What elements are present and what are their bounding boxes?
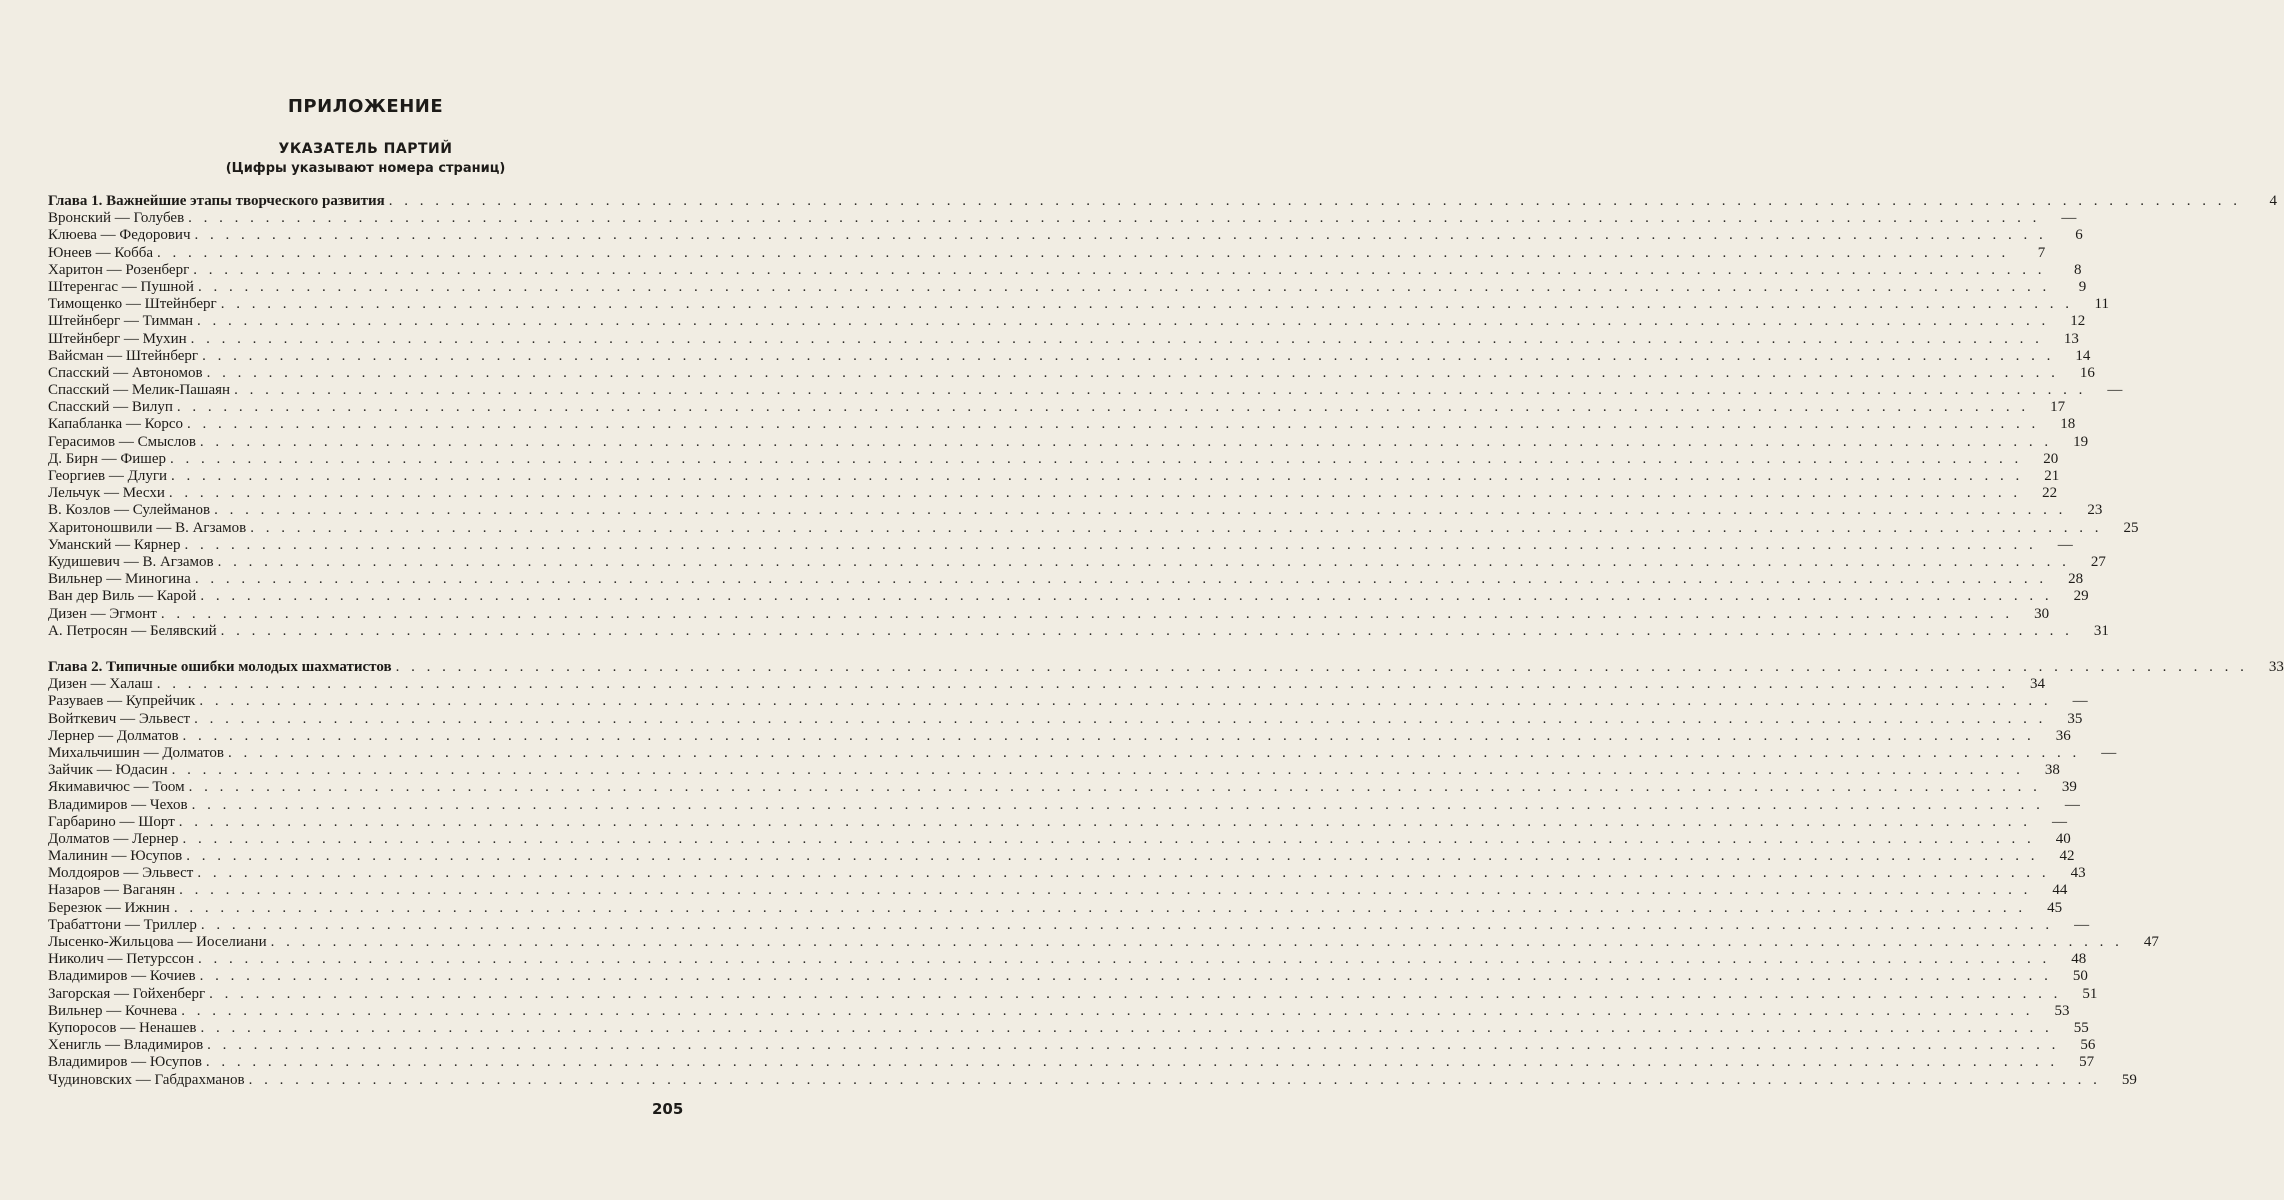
- game-page-number: 31: [2093, 622, 2109, 639]
- dot-leader: . . . . . . . . . . . . . . . . . . . . . . . . . . . . . . . . . . . . . . . . . . . . . . . . . . . . . . . . . . . . . . . . . . . . . . . . . . . . . . . . . . . . . . . . . . . . . . . . . . . . . . . . . . . . . . . . . . . . . . . .: [178, 813, 2032, 830]
- game-entry-row: [48, 382, 2123, 399]
- game-entry-row: [48, 296, 2109, 313]
- game-title: Д. Бирн — Фишер: [48, 450, 166, 467]
- game-entry-row: [48, 934, 2159, 951]
- dot-leader: . . . . . . . . . . . . . . . . . . . . . . . . . . . . . . . . . . . . . . . . . . . . . . . . . . . . . . . . . . . . . . . . . . . . . . . . . . . . . . . . . . . . . . . . . . . . . . . . . . . . . . . . . . . . . . . . . . . . . . . .: [173, 899, 2027, 916]
- game-title: Владимиров — Юсупов: [48, 1054, 202, 1071]
- game-entry-row: [48, 210, 2077, 227]
- game-page-number: 39: [2061, 779, 2077, 796]
- dot-leader: . . . . . . . . . . . . . . . . . . . . . . . . . . . . . . . . . . . . . . . . . . . . . . . . . . . . . . . . . . . . . . . . . . . . . . . . . . . . . . . . . . . . . . . . . . . . . . . . . . . . . . . . . . . . . . . . . . . . . . . .: [194, 710, 2047, 727]
- game-entry-row: [48, 399, 2066, 416]
- game-entry-row: [48, 364, 2095, 382]
- dot-leader: . . . . . . . . . . . . . . . . . . . . . . . . . . . . . . . . . . . . . . . . . . . . . . . . . . . . . . . . . . . . . . . . . . . . . . . . . . . . . . . . . . . . . . . . . . . . . . . . . . . . . . . . . . . . . . . . . . . . . . . .: [157, 244, 2010, 261]
- game-title: Разуваев — Купрейчик: [48, 693, 196, 710]
- dot-leader: . . . . . . . . . . . . . . . . . . . . . . . . . . . . . . . . . . . . . . . . . . . . . . . . . . . . . . . . . . . . . . . . . . . . . . . . . . . . . . . . . . . . . . . . . . . . . . . . . . . . . . . . . . . . . . . . . . . . . . . .: [200, 588, 2053, 605]
- dot-leader: . . . . . . . . . . . . . . . . . . . . . . . . . . . . . . . . . . . . . . . . . . . . . . . . . . . . . . . . . . . . . . . . . . . . . . . . . . . . . . . . . . . . . . . . . . . . . . . . . . . . . . . . . . . . . . . . . . . . . . . .: [197, 313, 2050, 330]
- game-title: Спасский — Мелик-Пашаян: [48, 382, 231, 399]
- dot-leader: . . . . . . . . . . . . . . . . . . . . . . . . . . . . . . . . . . . . . . . . . . . . . . . . . . . . . . . . . . . . . . . . . . . . . . . . . . . . . . . . . . . . . . . . . . . . . . . . . . . . . . . . . . . . . . . . . . . . . . . .: [199, 433, 2053, 450]
- dot-leader: . . . . . . . . . . . . . . . . . . . . . . . . . . . . . . . . . . . . . . . . . . . . . . . . . . . . . . . . . . . . . . . . . . . . . . . . . . . . . . . . . . . . . . . . . . . . . . . . . . . . . . . . . . . . . . . . . . . . . . . .: [179, 882, 2032, 899]
- game-entry-row: [48, 762, 2060, 779]
- game-title: Владимиров — Кочиев: [48, 968, 196, 985]
- dot-leader: . . . . . . . . . . . . . . . . . . . . . . . . . . . . . . . . . . . . . . . . . . . . . . . . . . . . . . . . . . . . . . . . . . . . . . . . . . . . . . . . . . . . . . . . . . . . . . . . . . . . . . . . . . . . . . . . . . . . . . . .: [197, 278, 2051, 295]
- game-page-number: 44: [2052, 882, 2068, 899]
- dot-leader: . . . . . . . . . . . . . . . . . . . . . . . . . . . . . . . . . . . . . . . . . . . . . . . . . . . . . . . . . . . . . . . . . . . . . . . . . . . . . . . . . . . . . . . . . . . . . . . . . . . . . . . . . . . . . . . . . . . . . . . .: [205, 1054, 2059, 1071]
- dot-leader: . . . . . . . . . . . . . . . . . . . . . . . . . . . . . . . . . . . . . . . . . . . . . . . . . . . . . . . . . . . . . . . . . . . . . . . . . . . . . . . . . . . . . . . . . . . . . . . . . . . . . . . . . . . . . . . . . . . . . . . .: [188, 779, 2041, 796]
- game-entry-row: [48, 779, 2077, 796]
- chapter-label: Глава 2. Типичные ошибки молодых шахматистов: [48, 659, 392, 675]
- game-entry-row: [48, 553, 2106, 571]
- game-page-number: 22: [2042, 485, 2058, 502]
- game-title: Вронский — Голубев: [48, 210, 185, 227]
- game-title: Загорская — Гойхенберг: [48, 985, 206, 1002]
- game-entry-row: [48, 865, 2086, 882]
- game-title: Назаров — Ваганян: [48, 882, 176, 899]
- game-entry-row: [48, 813, 2068, 831]
- game-entry-row: [48, 882, 2068, 899]
- dot-leader: . . . . . . . . . . . . . . . . . . . . . . . . . . . . . . . . . . . . . . . . . . . . . . . . . . . . . . . . . . . . . . . . . . . . . . . . . . . . . . . . . . . . . . . . . . . . . . . . . . . . . . . . . . . . . . . . . . . . . . . .: [191, 796, 2044, 813]
- game-title: Штейнберг — Мухин: [48, 330, 187, 347]
- game-page-number: —: [2057, 536, 2073, 553]
- game-page-number: 18: [2060, 416, 2076, 433]
- dot-leader: . . . . . . . . . . . . . . . . . . . . . . . . . . . . . . . . . . . . . . . . . . . . . . . . . . . . . . . . . . . . . . . . . . . . . . . . . . . . . . . . . . . . . . . . . . . . . . . . . . . . . . . . . . . . . . . . . . . . . . . .: [270, 934, 2123, 950]
- game-title: Лельчук — Месхи: [48, 485, 165, 502]
- dot-leader: . . . . . . . . . . . . . . . . . . . . . . . . . . . . . . . . . . . . . . . . . . . . . . . . . . . . . . . . . . . . . . . . . . . . . . . . . . . . . . . . . . . . . . . . . . . . . . . . . . . . . . . . . . . . . . . . . . . . . . . .: [207, 1037, 2060, 1054]
- game-page-number: 14: [2075, 347, 2091, 364]
- dot-leader: . . . . . . . . . . . . . . . . . . . . . . . . . . . . . . . . . . . . . . . . . . . . . . . . . . . . . . . . . . . . . . . . . . . . . . . . . . . . . . . . . . . . . . . . . . . . . . . . . . . . . . . . . . . . . . . . . . . . . . . .: [202, 347, 2055, 364]
- dot-leader: . . . . . . . . . . . . . . . . . . . . . . . . . . . . . . . . . . . . . . . . . . . . . . . . . . . . . . . . . . . . . . . . . . . . . . . . . . . . . . . . . . . . . . . . . . . . . . . . . . . . . . . . . . . . . . . . . . . . . . . .: [181, 1002, 2034, 1019]
- dot-leader: . . . . . . . . . . . . . . . . . . . . . . . . . . . . . . . . . . . . . . . . . . . . . . . . . . . . . . . . . . . . . . . . . . . . . . . . . . . . . . . . . . . . . . . . . . . . . . . . . . . . . . . . . . . . . . . . . . . . . . . .: [193, 261, 2046, 278]
- game-page-number: 17: [2050, 399, 2066, 416]
- game-title: Уманский — Кярнер: [48, 536, 181, 553]
- game-entry-row: [48, 278, 2087, 296]
- game-page-number: 7: [2037, 244, 2046, 261]
- dot-leader: . . . . . . . . . . . . . . . . . . . . . . . . . . . . . . . . . . . . . . . . . . . . . . . . . . . . . . . . . . . . . . . . . . . . . . . . . . . . . . . . . . . . . . . . . . . . . . . . . . . . . . . . . . . . . . . . . . . . . . . .: [171, 762, 2024, 779]
- game-title: Гарбарино — Шорт: [48, 813, 175, 830]
- game-entry-row: [48, 899, 2063, 917]
- game-title: Лысенко-Жильцова — Иоселиани: [48, 934, 267, 950]
- dot-leader: . . . . . . . . . . . . . . . . . . . . . . . . . . . . . . . . . . . . . . . . . . . . . . . . . . . . . . . . . . . . . . . . . . . . . . . . . . . . . . . . . . . . . . . . . . . . . . . . . . . . . . . . . . . . . . . . . . . . . . . .: [220, 296, 2073, 313]
- game-page-number: 59: [2121, 1071, 2137, 1088]
- game-page-number: 43: [2070, 865, 2086, 882]
- game-page-number: 38: [2044, 762, 2060, 779]
- dot-leader: . . . . . . . . . . . . . . . . . . . . . . . . . . . . . . . . . . . . . . . . . . . . . . . . . . . . . . . . . . . . . . . . . . . . . . . . . . . . . . . . . . . . . . . . . . . . . . . . . . . . . . . . . . . . . . . . . . . . . . . .: [194, 227, 2047, 244]
- game-page-number: 53: [2054, 1002, 2070, 1019]
- game-page-number: 6: [2075, 227, 2083, 244]
- game-title: В. Козлов — Сулейманов: [48, 502, 211, 519]
- dot-leader: . . . . . . . . . . . . . . . . . . . . . . . . . . . . . . . . . . . . . . . . . . . . . . . . . . . . . . . . . . . . . . . . . . . . . . . . . . . . . . . . . . . . . . . . . . . . . . . . . . . . . . . . . . . . . . . . . . . . . . . .: [217, 553, 2070, 570]
- game-page-number: 30: [2034, 605, 2050, 622]
- game-entry-row: [48, 261, 2082, 279]
- game-title: Долматов — Лернер: [48, 830, 179, 847]
- dot-leader: . . . . . . . . . . . . . . . . . . . . . . . . . . . . . . . . . . . . . . . . . . . . . . . . . . . . . . . . . . . . . . . . . . . . . . . . . . . . . . . . . . . . . . . . . . . . . . . . . . . . . . . . . . . . . . . . . . . . . . . .: [200, 1019, 2053, 1036]
- dot-leader: . . . . . . . . . . . . . . . . . . . . . . . . . . . . . . . . . . . . . . . . . . . . . . . . . . . . . . . . . . . . . . . . . . . . . . . . . . . . . . . . . . . . . . . . . . . . . . . . . . . . . . . . . . . . . . . . . . . . . . . .: [220, 622, 2073, 639]
- game-page-number: 50: [2072, 968, 2088, 985]
- game-page-number: 23: [2087, 502, 2103, 519]
- game-entry-row: [48, 1071, 2137, 1089]
- dot-leader: . . . . . . . . . . . . . . . . . . . . . . . . . . . . . . . . . . . . . . . . . . . . . . . . . . . . . . . . . . . . . . . . . . . . . . . . . . . . . . . . . . . . . . . . . . . . . . . . . . . . . . . . . . . . . . . . . . . . . . . .: [168, 485, 2022, 502]
- dot-leader: . . . . . . . . . . . . . . . . . . . . . . . . . . . . . . . . . . . . . . . . . . . . . . . . . . . . . . . . . . . . . . . . . . . . . . . . . . . . . . . . . . . . . . . . . . . . . . . . . . . . . . . . . . . . . . . . . . . . . . . .: [248, 1071, 2101, 1088]
- game-title: Вильнер — Кочнева: [48, 1002, 178, 1019]
- game-page-number: —: [2072, 693, 2088, 710]
- appendix-title: ПРИЛОЖЕНИЕ: [287, 96, 444, 117]
- game-title: Дизен — Эгмонт: [48, 605, 157, 622]
- game-page-number: 35: [2067, 710, 2083, 727]
- dot-leader: . . . . . . . . . . . . . . . . . . . . . . . . . . . . . . . . . . . . . . . . . . . . . . . . . . . . . . . . . . . . . . . . . . . . . . . . . . . . . . . . . . . . . . . . . . . . . . . . . . . . . . . . . . . . . . . . . . . . . . . .: [176, 399, 2030, 416]
- dot-leader: . . . . . . . . . . . . . . . . . . . . . . . . . . . . . . . . . . . . . . . . . . . . . . . . . . . . . . . . . . . . . . . . . . . . . . . . . . . . . . . . . . . . . . . . . . . . . . . . . . . . . . . . . . . . . . . . . . . . . . . .: [188, 210, 2041, 227]
- dot-leader: . . . . . . . . . . . . . . . . . . . . . . . . . . . . . . . . . . . . . . . . . . . . . . . . . . . . . . . . . . . . . . . . . . . . . . . . . . . . . . . . . . . . . . . . . . . . . . . . . . . . . . . . . . . . . . . . . . . . . . . .: [206, 364, 2059, 381]
- game-page-number: —: [2101, 744, 2117, 761]
- dot-leader: . . . . . . . . . . . . . . . . . . . . . . . . . . . . . . . . . . . . . . . . . . . . . . . . . . . . . . . . . . . . . . . . . . . . . . . . . . . . . . . . . . . . . . . . . . . . . . . . . . . . . . . . . . . . . . . . . . . . . . . .: [234, 382, 2087, 399]
- game-title: Хенигль — Владимиров: [48, 1037, 204, 1054]
- game-title: Молдояров — Эльвест: [48, 865, 194, 882]
- game-title: Михальчишин — Долматов: [48, 744, 224, 761]
- game-page-number: 45: [2047, 899, 2063, 916]
- game-page-number: 34: [2029, 676, 2045, 693]
- game-title: Клюева — Федорович: [48, 227, 191, 244]
- index-subtitle: (Цифры указывают номера страниц): [225, 161, 506, 176]
- game-entry-row: [48, 710, 2083, 728]
- game-title: А. Петросян — Белявский: [48, 622, 217, 639]
- game-title: Спасский — Вилуп: [48, 399, 173, 416]
- game-title: Харитоношвили — В. Агзамов: [48, 519, 247, 536]
- game-entry-row: [48, 571, 2084, 588]
- dot-leader: . . . . . . . . . . . . . . . . . . . . . . . . . . . . . . . . . . . . . . . . . . . . . . . . . . . . . . . . . . . . . . . . . . . . . . . . . . . . . . . . . . . . . . . . . . . . . . . . . . . . . . . . . . . . . . . . . . . . . . . .: [197, 865, 2050, 882]
- dot-leader: . . . . . . . . . . . . . . . . . . . . . . . . . . . . . . . . . . . . . . . . . . . . . . . . . . . . . . . . . . . . . . . . . . . . . . . . . . . . . . . . . . . . . . . . . . . . . . . . . . . . . . . . . . . . . . . . . . . . . . . .: [190, 330, 2043, 347]
- dot-leader: . . . . . . . . . . . . . . . . . . . . . . . . . . . . . . . . . . . . . . . . . . . . . . . . . . . . . . . . . . . . . . . . . . . . . . . . . . . . . . . . . . . . . . . . . . . . . . . . . . . . . . . . . . . . . . . . . . . . . . . .: [171, 468, 2024, 484]
- dot-leader: . . . . . . . . . . . . . . . . . . . . . . . . . . . . . . . . . . . . . . . . . . . . . . . . . . . . . . . . . . . . . . . . . . . . . . . . . . . . . . . . . . . . . . . . . . . . . . . . . . . . . . . . . . . . . . . . . . . . . . . .: [182, 727, 2035, 744]
- game-entry-row: [48, 536, 2073, 554]
- game-page-number: —: [2107, 382, 2123, 399]
- dot-leader: . . . . . . . . . . . . . . . . . . . . . . . . . . . . . . . . . . . . . . . . . . . . . . . . . . . . . . . . . . . . . . . . . . . . . . . . . . . . . . . . . . . . . . . . . . . . . . . . . . . . . . . . . . . . . . . . . . . . . . . .: [182, 830, 2035, 847]
- game-page-number: 36: [2055, 727, 2071, 744]
- game-entry-row: [48, 830, 2071, 848]
- game-page-number: —: [2052, 813, 2068, 830]
- game-page-number: 8: [2073, 261, 2082, 278]
- dot-leader: . . . . . . . . . . . . . . . . . . . . . . . . . . . . . . . . . . . . . . . . . . . . . . . . . . . . . . . . . . . . . . . . . . . . . . . . . . . . . . . . . . . . . . . . . . . . . . . . . . . . . . . . . . . . . . . . . . . . . . . .: [194, 571, 2048, 588]
- game-entry-row: [48, 693, 2088, 710]
- game-entry-row: [48, 433, 2089, 451]
- dot-leader: . . . . . . . . . . . . . . . . . . . . . . . . . . . . . . . . . . . . . . . . . . . . . . . . . . . . . . . . . . . . . . . . . . . . . . . . . . . . . . . . . . . . . . . . . . . . . . . . . . . . . . . . . . . . . . . . . . . . . . . .: [250, 519, 2103, 536]
- game-page-number: 56: [2080, 1037, 2096, 1054]
- game-page-number: —: [2061, 210, 2077, 227]
- game-page-number: 13: [2063, 330, 2079, 347]
- game-title: Зайчик — Юдасин: [48, 762, 168, 779]
- game-title: Чудиновских — Габдрахманов: [48, 1071, 245, 1088]
- game-page-number: 29: [2073, 588, 2089, 605]
- game-title: Ван дер Виль — Карой: [48, 588, 197, 605]
- game-title: Владимиров — Чехов: [48, 796, 188, 813]
- dot-leader: . . . . . . . . . . . . . . . . . . . . . . . . . . . . . . . . . . . . . . . . . . . . . . . . . . . . . . . . . . . . . . . . . . . . . . . . . . . . . . . . . . . . . . . . . . . . . . . . . . . . . . . . . . . . . . . . . . . . . . . .: [214, 502, 2067, 519]
- dot-leader: . . . . . . . . . . . . . . . . . . . . . . . . . . . . . . . . . . . . . . . . . . . . . . . . . . . . . . . . . . . . . . . . . . . . . . . . . . . . . . . . . . . . . . . . . . . . . . . . . . . . . . . . . . . . . . . . . . . . . . . .: [209, 985, 2062, 1002]
- game-entry-row: [48, 313, 2086, 330]
- index-title: УКАЗАТЕЛЬ ПАРТИЙ: [278, 141, 453, 157]
- game-entry-row: [48, 1054, 2095, 1071]
- chapter-heading-row: [48, 659, 2284, 676]
- game-entry-row: [48, 916, 2090, 934]
- dot-leader: . . . . . . . . . . . . . . . . . . . . . . . . . . . . . . . . . . . . . . . . . . . . . . . . . . . . . . . . . . . . . . . . . . . . . . . . . . . . . . . . . . . . . . . . . . . . . . . . . . . . . . . . . . . . . . . . . . . . . . . .: [227, 744, 2081, 761]
- game-page-number: 42: [2059, 848, 2075, 865]
- chapter-label: Глава 1. Важнейшие этапы творческого развития: [48, 193, 385, 209]
- game-title: Николич — Петурссон: [48, 951, 194, 968]
- game-entry-row: [48, 1019, 2089, 1037]
- game-entry-row: [48, 468, 2060, 485]
- dot-leader: . . . . . . . . . . . . . . . . . . . . . . . . . . . . . . . . . . . . . . . . . . . . . . . . . . . . . . . . . . . . . . . . . . . . . . . . . . . . . . . . . . . . . . . . . . . . . . . . . . . . . . . . . . . . . . . . . . . . . . . .: [156, 676, 2009, 693]
- game-title: Вильнер — Миногина: [48, 571, 191, 588]
- dot-leader: . . . . . . . . . . . . . . . . . . . . . . . . . . . . . . . . . . . . . . . . . . . . . . . . . . . . . . . . . . . . . . . . . . . . . . . . . . . . . . . . . . . . . . . . . . . . . . . . . . . . . . . . . . . . . . . . . . . . . . . .: [187, 416, 2040, 433]
- game-entry-row: [48, 450, 2059, 468]
- game-entry-row: [48, 416, 2076, 433]
- dot-leader: . . . . . . . . . . . . . . . . . . . . . . . . . . . . . . . . . . . . . . . . . . . . . . . . . . . . . . . . . . . . . . . . . . . . . . . . . . . . . . . . . . . . . . . . . . . . . . . . . . . . . . . . . . . . . . . . . . . . . . . .: [395, 659, 2248, 675]
- game-title: Дизен — Халаш: [48, 676, 153, 693]
- game-page-number: 40: [2055, 830, 2071, 847]
- game-page-number: —: [2074, 916, 2090, 933]
- game-entry-row: [48, 605, 2050, 623]
- game-page-number: 47: [2143, 934, 2159, 950]
- game-entry-row: [48, 968, 2088, 985]
- game-page-number: 19: [2073, 433, 2089, 450]
- game-title: Штейнберг — Тимман: [48, 313, 194, 330]
- game-page-number: 21: [2044, 468, 2060, 484]
- game-entry-row: [48, 985, 2098, 1003]
- game-page-number: 9: [2078, 278, 2087, 295]
- game-entry-row: [48, 1037, 2096, 1054]
- game-entry-row: [48, 727, 2071, 745]
- game-entry-row: [48, 519, 2139, 537]
- game-page-number: 12: [2070, 313, 2086, 330]
- game-title: Трабаттони — Триллер: [48, 916, 197, 933]
- game-page-number: 51: [2082, 985, 2098, 1002]
- game-entry-row: [48, 1002, 2070, 1020]
- game-entry-row: [48, 347, 2091, 365]
- game-title: Георгиев — Длуги: [48, 468, 168, 484]
- game-title: Березюк — Ижнин: [48, 899, 170, 916]
- game-title: Войткевич — Эльвест: [48, 710, 191, 727]
- game-entry-row: [48, 622, 2109, 640]
- game-page-number: 20: [2043, 450, 2059, 467]
- dot-leader: . . . . . . . . . . . . . . . . . . . . . . . . . . . . . . . . . . . . . . . . . . . . . . . . . . . . . . . . . . . . . . . . . . . . . . . . . . . . . . . . . . . . . . . . . . . . . . . . . . . . . . . . . . . . . . . . . . . . . . . .: [199, 968, 2052, 985]
- dot-leader: . . . . . . . . . . . . . . . . . . . . . . . . . . . . . . . . . . . . . . . . . . . . . . . . . . . . . . . . . . . . . . . . . . . . . . . . . . . . . . . . . . . . . . . . . . . . . . . . . . . . . . . . . . . . . . . . . . . . . . . .: [186, 848, 2039, 865]
- game-title: Купоросов — Ненашев: [48, 1019, 197, 1036]
- game-title: Штеренгас — Пушной: [48, 278, 194, 295]
- game-page-number: 25: [2123, 519, 2139, 536]
- game-page-number: 28: [2068, 571, 2084, 588]
- game-title: Капабланка — Корсо: [48, 416, 184, 433]
- game-title: Лернер — Долматов: [48, 727, 179, 744]
- chapter-heading-row: [48, 193, 2278, 210]
- game-entry-row: [48, 951, 2087, 968]
- dot-leader: . . . . . . . . . . . . . . . . . . . . . . . . . . . . . . . . . . . . . . . . . . . . . . . . . . . . . . . . . . . . . . . . . . . . . . . . . . . . . . . . . . . . . . . . . . . . . . . . . . . . . . . . . . . . . . . . . . . . . . . .: [197, 951, 2051, 968]
- game-title: Юнеев — Кобба: [48, 244, 154, 261]
- game-entry-row: [48, 227, 2083, 244]
- game-title: Вайсман — Штейнберг: [48, 347, 199, 364]
- chapter-page-number: 4: [2269, 193, 2278, 209]
- game-entry-row: [48, 330, 2079, 348]
- game-page-number: 55: [2073, 1019, 2089, 1036]
- game-title: Герасимов — Смыслов: [48, 433, 196, 450]
- dot-leader: . . . . . . . . . . . . . . . . . . . . . . . . . . . . . . . . . . . . . . . . . . . . . . . . . . . . . . . . . . . . . . . . . . . . . . . . . . . . . . . . . . . . . . . . . . . . . . . . . . . . . . . . . . . . . . . . . . . . . . . .: [160, 605, 2014, 622]
- dot-leader: . . . . . . . . . . . . . . . . . . . . . . . . . . . . . . . . . . . . . . . . . . . . . . . . . . . . . . . . . . . . . . . . . . . . . . . . . . . . . . . . . . . . . . . . . . . . . . . . . . . . . . . . . . . . . . . . . . . . . . . .: [200, 916, 2054, 933]
- page-number: 205: [652, 1100, 684, 1118]
- game-entry-row: [48, 588, 2089, 605]
- game-title: Малинин — Юсупов: [48, 848, 183, 865]
- game-page-number: 27: [2090, 553, 2106, 570]
- game-entry-row: [48, 502, 2103, 519]
- game-title: Кудишевич — В. Агзамов: [48, 553, 214, 570]
- game-page-number: 57: [2079, 1054, 2095, 1071]
- dot-leader: . . . . . . . . . . . . . . . . . . . . . . . . . . . . . . . . . . . . . . . . . . . . . . . . . . . . . . . . . . . . . . . . . . . . . . . . . . . . . . . . . . . . . . . . . . . . . . . . . . . . . . . . . . . . . . . . . . . . . . . .: [199, 693, 2052, 710]
- game-page-number: —: [2064, 796, 2080, 813]
- game-title: Тимощенко — Штейнберг: [48, 296, 217, 313]
- game-entry-row: [48, 244, 2046, 262]
- game-entry-row: [48, 676, 2045, 693]
- game-entry-row: [48, 744, 2117, 762]
- chapter-page-number: 33: [2268, 659, 2284, 675]
- game-page-number: 16: [2079, 364, 2095, 381]
- game-entry-row: [48, 848, 2075, 865]
- game-page-number: 48: [2071, 951, 2087, 968]
- game-title: Харитон — Розенберг: [48, 261, 190, 278]
- chapter-section: [48, 193, 2278, 640]
- dot-leader: . . . . . . . . . . . . . . . . . . . . . . . . . . . . . . . . . . . . . . . . . . . . . . . . . . . . . . . . . . . . . . . . . . . . . . . . . . . . . . . . . . . . . . . . . . . . . . . . . . . . . . . . . . . . . . . . . . . . . . . .: [388, 193, 2242, 209]
- game-entry-row: [48, 485, 2058, 502]
- game-title: Спасский — Автономов: [48, 364, 203, 381]
- game-page-number: 11: [2094, 296, 2109, 313]
- game-entry-row: [48, 796, 2080, 814]
- chapter-section: [48, 659, 2284, 1089]
- dot-leader: . . . . . . . . . . . . . . . . . . . . . . . . . . . . . . . . . . . . . . . . . . . . . . . . . . . . . . . . . . . . . . . . . . . . . . . . . . . . . . . . . . . . . . . . . . . . . . . . . . . . . . . . . . . . . . . . . . . . . . . .: [170, 450, 2023, 467]
- game-title: Якимавичюс — Тоом: [48, 779, 185, 796]
- dot-leader: . . . . . . . . . . . . . . . . . . . . . . . . . . . . . . . . . . . . . . . . . . . . . . . . . . . . . . . . . . . . . . . . . . . . . . . . . . . . . . . . . . . . . . . . . . . . . . . . . . . . . . . . . . . . . . . . . . . . . . . .: [184, 536, 2037, 553]
